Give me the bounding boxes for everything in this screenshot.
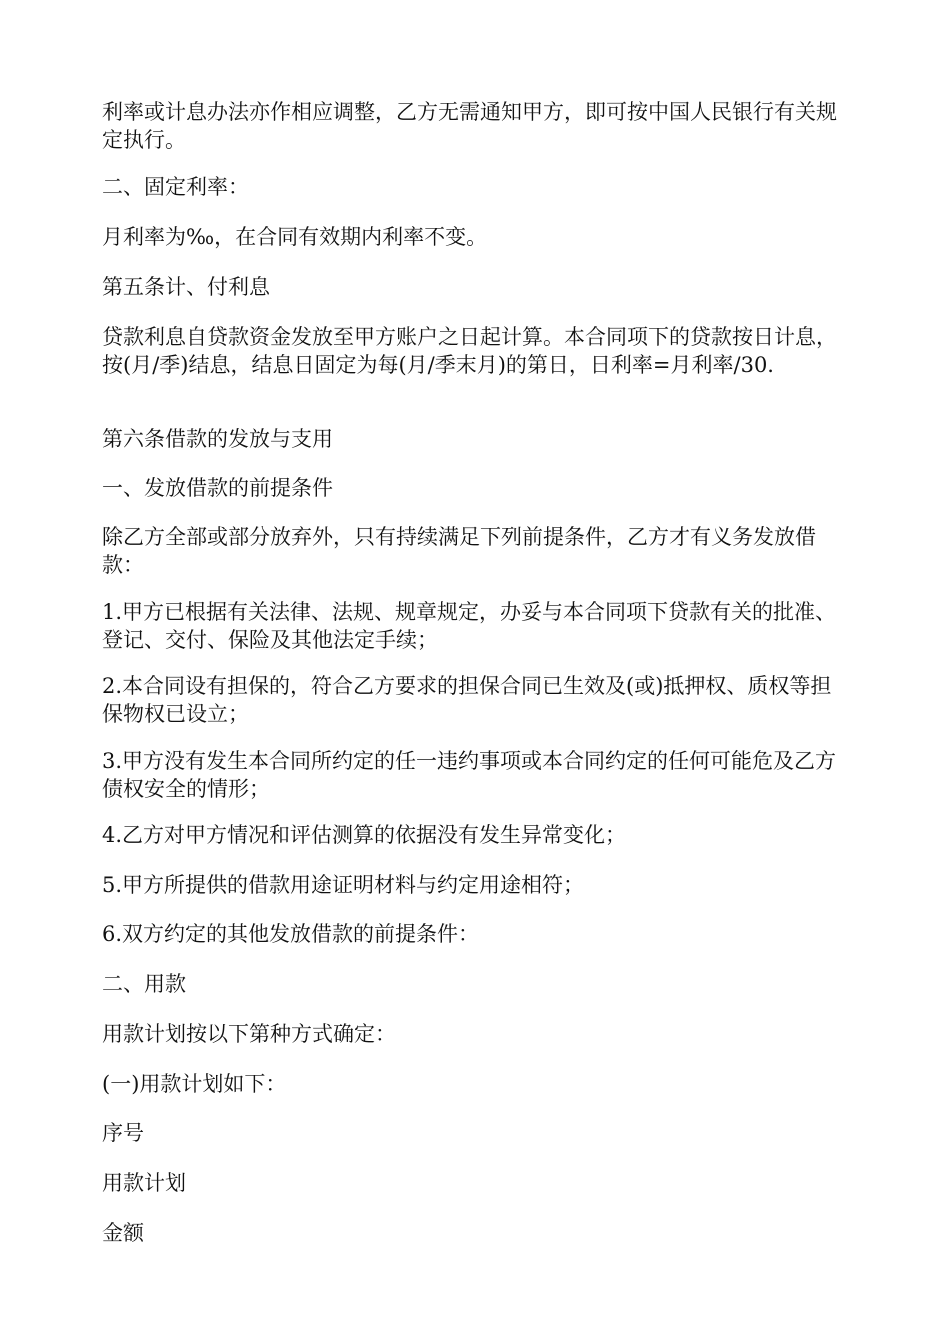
- heading-article-6: 第六条借款的发放与支用: [102, 427, 333, 451]
- heading-article-5: 第五条计、付利息: [102, 275, 270, 299]
- table-header-amount: 金额: [102, 1221, 144, 1245]
- heading-preconditions: 一、发放借款的前提条件: [102, 476, 333, 500]
- table-header-drawdown-plan: 用款计划: [102, 1171, 186, 1195]
- list-item-condition-4: 4.乙方对甲方情况和评估测算的依据没有发生异常变化；: [102, 823, 627, 847]
- table-header-serial-number: 序号: [102, 1121, 144, 1145]
- list-item-condition-5: 5.甲方所提供的借款用途证明材料与约定用途相符；: [102, 873, 585, 897]
- paragraph-interest-adjustment: 利率或计息办法亦作相应调整，乙方无需通知甲方，即可按中国人民银行有关规定执行。: [102, 100, 837, 152]
- paragraph-drawdown-plan: (一)用款计划如下：: [102, 1072, 287, 1096]
- list-item-condition-3: 3.甲方没有发生本合同所约定的任一违约事项或本合同约定的任何可能危及乙方债权安全的情形；: [102, 749, 837, 801]
- paragraph-drawdown-method: 用款计划按以下第种方式确定：: [102, 1022, 396, 1046]
- list-item-condition-1: 1.甲方已根据有关法律、法规、规章规定，办妥与本合同项下贷款有关的批准、登记、交付、保险及其他法定手续；: [102, 600, 837, 652]
- heading-drawdown: 二、用款: [102, 972, 186, 996]
- paragraph-monthly-rate: 月利率为‰，在合同有效期内利率不变。: [102, 225, 488, 249]
- list-item-condition-2: 2.本合同设有担保的，符合乙方要求的担保合同已生效及(或)抵押权、质权等担保物权已设立；: [102, 674, 832, 726]
- list-item-condition-6: 6.双方约定的其他发放借款的前提条件：: [102, 922, 480, 946]
- paragraph-interest-calculation: 贷款利息自贷款资金发放至甲方账户之日起计算。本合同项下的贷款按日计息，按(月/季)结息，结息日固定为每(月/季末月)的第日，日利率=月利率/30.: [102, 325, 837, 377]
- paragraph-preconditions-intro: 除乙方全部或部分放弃外，只有持续满足下列前提条件，乙方才有义务发放借款：: [102, 525, 816, 577]
- heading-fixed-rate: 二、固定利率：: [102, 175, 249, 199]
